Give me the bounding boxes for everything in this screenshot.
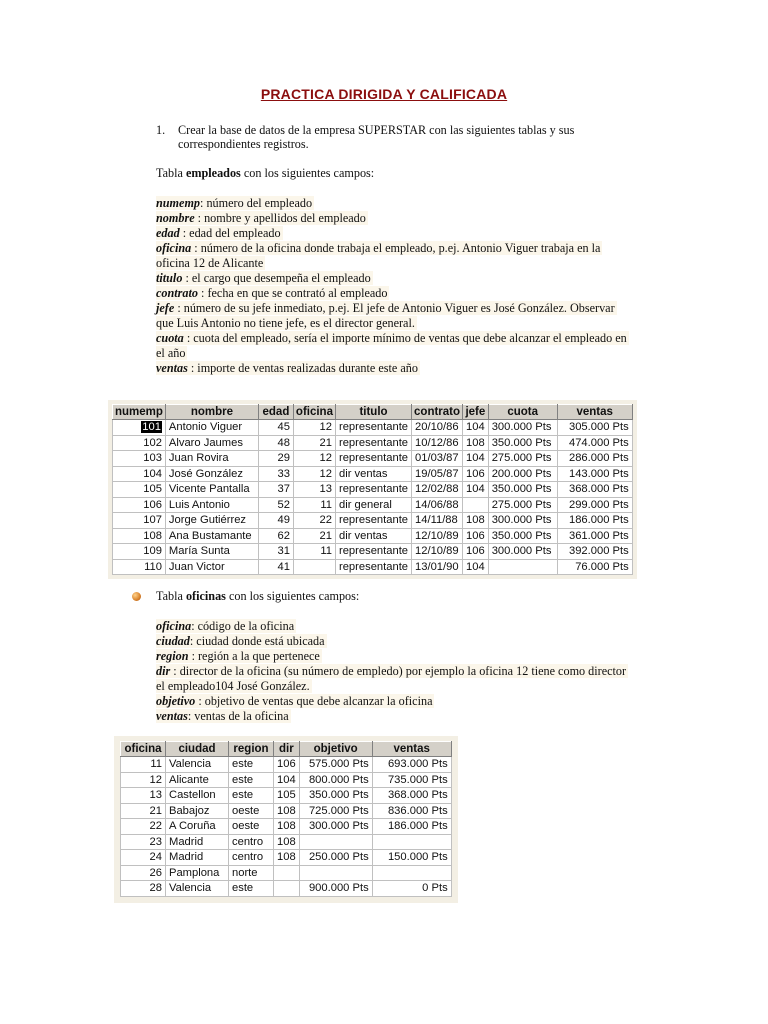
empleados-field-ventas xyxy=(156,361,629,376)
empleados-field-text: edad : edad del empleado xyxy=(156,226,281,240)
empleados-cell-jefe: 108 xyxy=(463,435,489,451)
empleados-cell-titulo: dir general xyxy=(335,497,411,513)
empleados-col-header-titulo: titulo xyxy=(335,405,411,420)
empleados-cell-edad: 62 xyxy=(258,528,293,544)
empleados-cell-numemp: 110 xyxy=(113,559,166,575)
empleados-cell-oficina: 22 xyxy=(293,513,335,529)
empleados-cell-oficina: 13 xyxy=(293,482,335,498)
empleados-cell-nombre: Juan Rovira xyxy=(165,451,258,467)
empleados-col-header-numemp: numemp xyxy=(113,405,166,420)
empleados-cell-numemp xyxy=(113,420,166,436)
empleados-row xyxy=(113,482,633,498)
empleados-cell-contrato: 10/12/86 xyxy=(412,435,463,451)
empleados-row xyxy=(113,528,633,544)
empleados-field-oficina xyxy=(156,241,629,256)
oficinas-cell-region: oeste xyxy=(229,803,274,819)
empleados-field-list xyxy=(156,196,629,376)
empleados-cell-nombre: María Sunta xyxy=(165,544,258,560)
oficinas-field-name: dir xyxy=(156,664,171,678)
empleados-col-header-ventas: ventas xyxy=(557,405,632,420)
oficinas-field-region xyxy=(156,649,628,664)
oficinas-cell-ciudad: Alicante xyxy=(166,772,229,788)
oficinas-cell-ventas: 368.000 Pts xyxy=(372,788,451,804)
empleados-cell-numemp: 104 xyxy=(113,466,166,482)
empleados-table-frame xyxy=(108,400,637,579)
empleados-cell-nombre: José González xyxy=(165,466,258,482)
empleados-cell-nombre: Alvaro Jaumes xyxy=(165,435,258,451)
oficinas-cell-dir: 108 xyxy=(274,834,300,850)
bullet-icon xyxy=(132,592,141,601)
oficinas-col-header-ciudad: ciudad xyxy=(166,742,229,757)
empleados-cell-contrato: 14/11/88 xyxy=(412,513,463,529)
oficinas-cell-oficina: 21 xyxy=(121,803,166,819)
empleados-row xyxy=(113,466,633,482)
empleados-table xyxy=(112,404,633,575)
empleados-cell-nombre: Luis Antonio xyxy=(165,497,258,513)
empleados-cell-oficina: 21 xyxy=(293,528,335,544)
oficinas-cell-ventas: 836.000 Pts xyxy=(372,803,451,819)
empleados-field-continuation xyxy=(156,346,629,361)
oficinas-cell-region: norte xyxy=(229,865,274,881)
oficinas-row xyxy=(121,803,452,819)
oficinas-cell-objetivo: 800.000 Pts xyxy=(299,772,372,788)
empleados-cell-contrato: 12/10/89 xyxy=(412,528,463,544)
empleados-cell-edad: 29 xyxy=(258,451,293,467)
empleados-field-text: oficina 12 de Alicante xyxy=(156,256,264,270)
empleados-cell-numemp: 103 xyxy=(113,451,166,467)
oficinas-row xyxy=(121,834,452,850)
oficinas-cell-ventas: 735.000 Pts xyxy=(372,772,451,788)
empleados-cell-jefe: 106 xyxy=(463,544,489,560)
empleados-cell-oficina: 12 xyxy=(293,466,335,482)
empleados-cell-ventas: 143.000 Pts xyxy=(557,466,632,482)
empleados-field-text: contrato : fecha en que se contrató al empleado xyxy=(156,286,388,300)
oficinas-row xyxy=(121,772,452,788)
oficinas-cell-oficina: 22 xyxy=(121,819,166,835)
oficinas-cell-ventas: 186.000 Pts xyxy=(372,819,451,835)
oficinas-cell-objetivo: 350.000 Pts xyxy=(299,788,372,804)
oficinas-cell-dir: 104 xyxy=(274,772,300,788)
oficinas-table xyxy=(120,741,452,897)
oficinas-col-header-objetivo: objetivo xyxy=(299,742,372,757)
empleados-cell-ventas: 305.000 Pts xyxy=(557,420,632,436)
empleados-cell-jefe: 106 xyxy=(463,528,489,544)
oficinas-cell-region: este xyxy=(229,881,274,897)
empleados-cell-contrato: 01/03/87 xyxy=(412,451,463,467)
empleados-cell-edad: 49 xyxy=(258,513,293,529)
oficinas-field-name: ciudad xyxy=(156,634,190,648)
oficinas-cell-dir xyxy=(274,865,300,881)
oficinas-field-objetivo xyxy=(156,694,628,709)
empleados-field-text: que Luis Antonio no tiene jefe, es el director general. xyxy=(156,316,415,330)
empleados-field-text: titulo : el cargo que desempeña el empleado xyxy=(156,271,371,285)
oficinas-cell-oficina: 23 xyxy=(121,834,166,850)
empleados-cell-edad: 41 xyxy=(258,559,293,575)
empleados-cell-ventas: 286.000 Pts xyxy=(557,451,632,467)
empleados-field-name: contrato xyxy=(156,286,198,300)
oficinas-field-name: ventas xyxy=(156,709,188,723)
empleados-field-text: jefe : número de su jefe inmediato, p.ej. El jefe de Antonio Viguer es José González. Observar xyxy=(156,301,615,315)
oficinas-field-text: el empleado104 José González. xyxy=(156,679,310,693)
empleados-cell-titulo: representante xyxy=(335,513,411,529)
empleados-cell-edad: 48 xyxy=(258,435,293,451)
oficinas-cell-objetivo: 900.000 Pts xyxy=(299,881,372,897)
oficinas-col-header-oficina: oficina xyxy=(121,742,166,757)
empleados-cell-ventas: 368.000 Pts xyxy=(557,482,632,498)
oficinas-cell-region: centro xyxy=(229,850,274,866)
empleados-cell-nombre: Jorge Gutiérrez xyxy=(165,513,258,529)
oficinas-cell-region: centro xyxy=(229,834,274,850)
empleados-cell-edad: 37 xyxy=(258,482,293,498)
oficinas-field-text: oficina: código de la oficina xyxy=(156,619,295,633)
empleados-row xyxy=(113,451,633,467)
empleados-cell-cuota xyxy=(488,559,557,575)
oficinas-field-name: objetivo xyxy=(156,694,196,708)
empleados-cell-titulo: representante xyxy=(335,435,411,451)
empleados-col-header-oficina: oficina xyxy=(293,405,335,420)
empleados-cell-contrato: 14/06/88 xyxy=(412,497,463,513)
oficinas-cell-ciudad: Babajoz xyxy=(166,803,229,819)
empleados-cell-cuota: 275.000 Pts xyxy=(488,497,557,513)
oficinas-cell-objetivo xyxy=(299,834,372,850)
empleados-cell-jefe: 104 xyxy=(463,482,489,498)
oficinas-field-continuation xyxy=(156,679,628,694)
empleados-field-text: cuota : cuota del empleado, sería el importe mínimo de ventas que debe alcanzar el empleado en xyxy=(156,331,627,345)
empleados-cell-cuota: 200.000 Pts xyxy=(488,466,557,482)
empleados-cell-nombre: Vicente Pantalla xyxy=(165,482,258,498)
oficinas-row xyxy=(121,819,452,835)
empleados-cell-oficina: 11 xyxy=(293,544,335,560)
empleados-intro: Tabla empleados con los siguientes campos: xyxy=(156,166,375,180)
empleados-cell-numemp: 102 xyxy=(113,435,166,451)
oficinas-cell-dir: 106 xyxy=(274,757,300,773)
oficinas-cell-objetivo xyxy=(299,865,372,881)
empleados-cell-jefe: 104 xyxy=(463,559,489,575)
empleados-cell-titulo: representante xyxy=(335,559,411,575)
oficinas-row xyxy=(121,881,452,897)
empleados-row xyxy=(113,513,633,529)
empleados-cell-numemp: 109 xyxy=(113,544,166,560)
empleados-row xyxy=(113,544,633,560)
empleados-field-contrato xyxy=(156,286,629,301)
oficinas-cell-oficina: 24 xyxy=(121,850,166,866)
oficinas-cell-objetivo: 575.000 Pts xyxy=(299,757,372,773)
oficinas-cell-oficina: 28 xyxy=(121,881,166,897)
oficinas-field-ciudad xyxy=(156,634,628,649)
empleados-cell-cuota: 300.000 Pts xyxy=(488,513,557,529)
oficinas-cell-dir: 108 xyxy=(274,850,300,866)
empleados-cell-nombre: Juan Victor xyxy=(165,559,258,575)
oficinas-field-ventas xyxy=(156,709,628,724)
oficinas-intro: Tabla oficinas con los siguientes campos: xyxy=(156,589,360,603)
oficinas-cell-oficina: 26 xyxy=(121,865,166,881)
empleados-cell-ventas: 299.000 Pts xyxy=(557,497,632,513)
empleados-cell-jefe: 104 xyxy=(463,420,489,436)
empleados-cell-cuota: 275.000 Pts xyxy=(488,451,557,467)
empleados-cell-titulo: representante xyxy=(335,420,411,436)
page-title: PRACTICA DIRIGIDA Y CALIFICADA xyxy=(260,86,508,102)
empleados-field-name: jefe xyxy=(156,301,175,315)
oficinas-col-header-dir: dir xyxy=(274,742,300,757)
empleados-field-numemp xyxy=(156,196,629,211)
empleados-cell-oficina: 21 xyxy=(293,435,335,451)
empleados-cell-numemp: 108 xyxy=(113,528,166,544)
empleados-cell-ventas: 392.000 Pts xyxy=(557,544,632,560)
empleados-cell-titulo: representante xyxy=(335,482,411,498)
oficinas-cell-region: este xyxy=(229,772,274,788)
empleados-field-text: nombre : nombre y apellidos del empleado xyxy=(156,211,366,225)
oficinas-row xyxy=(121,788,452,804)
oficinas-cell-ciudad: Castellon xyxy=(166,788,229,804)
oficinas-cell-ventas xyxy=(372,865,451,881)
empleados-field-cuota xyxy=(156,331,629,346)
empleados-field-edad xyxy=(156,226,629,241)
empleados-field-name: titulo xyxy=(156,271,183,285)
oficinas-cell-oficina: 12 xyxy=(121,772,166,788)
empleados-row xyxy=(113,559,633,575)
empleados-cell-numemp: 105 xyxy=(113,482,166,498)
oficinas-cell-objetivo: 725.000 Pts xyxy=(299,803,372,819)
oficinas-field-name: region xyxy=(156,649,189,663)
oficinas-cell-ciudad: Pamplona xyxy=(166,865,229,881)
empleados-field-text: el año xyxy=(156,346,186,360)
empleados-cell-jefe: 104 xyxy=(463,451,489,467)
empleados-field-text: numemp: número del empleado xyxy=(156,196,313,210)
empleados-cell-edad: 33 xyxy=(258,466,293,482)
empleados-field-name: edad xyxy=(156,226,180,240)
oficinas-field-text: dir : director de la oficina (su número de empledo) por ejemplo la oficina 12 tiene como director xyxy=(156,664,627,678)
empleados-field-name: cuota xyxy=(156,331,184,345)
oficinas-field-text: ventas: ventas de la oficina xyxy=(156,709,289,723)
empleados-cell-cuota: 350.000 Pts xyxy=(488,482,557,498)
oficinas-row xyxy=(121,865,452,881)
empleados-field-continuation xyxy=(156,256,629,271)
empleados-field-nombre xyxy=(156,211,629,226)
oficinas-table-frame xyxy=(114,736,458,903)
oficinas-cell-dir: 105 xyxy=(274,788,300,804)
empleados-cell-contrato: 20/10/86 xyxy=(412,420,463,436)
empleados-cell-cuota: 350.000 Pts xyxy=(488,435,557,451)
oficinas-cell-region: este xyxy=(229,788,274,804)
empleados-field-name: nombre xyxy=(156,211,195,225)
empleados-cell-oficina: 12 xyxy=(293,420,335,436)
empleados-cell-edad: 52 xyxy=(258,497,293,513)
oficinas-field-list xyxy=(156,619,628,724)
empleados-cell-contrato: 13/01/90 xyxy=(412,559,463,575)
oficinas-cell-objetivo: 250.000 Pts xyxy=(299,850,372,866)
oficinas-field-text: region : región a la que pertenece xyxy=(156,649,320,663)
empleados-cell-cuota: 300.000 Pts xyxy=(488,544,557,560)
item-text-line1: Crear la base de datos de la empresa SUPERSTAR con las siguientes tablas y sus xyxy=(178,123,575,137)
oficinas-cell-ventas: 693.000 Pts xyxy=(372,757,451,773)
oficinas-col-header-region: region xyxy=(229,742,274,757)
oficinas-field-name: oficina xyxy=(156,619,192,633)
empleados-field-jefe xyxy=(156,301,629,316)
empleados-cell-ventas: 76.000 Pts xyxy=(557,559,632,575)
item-number: 1. xyxy=(156,123,166,137)
empleados-col-header-contrato: contrato xyxy=(412,405,463,420)
oficinas-cell-dir: 108 xyxy=(274,819,300,835)
empleados-field-name: numemp xyxy=(156,196,201,210)
empleados-col-header-cuota: cuota xyxy=(488,405,557,420)
empleados-col-header-jefe: jefe xyxy=(463,405,489,420)
empleados-cell-contrato: 19/05/87 xyxy=(412,466,463,482)
empleados-cell-titulo: dir ventas xyxy=(335,466,411,482)
oficinas-cell-ventas xyxy=(372,834,451,850)
oficinas-row xyxy=(121,757,452,773)
empleados-cell-nombre: Antonio Viguer xyxy=(165,420,258,436)
empleados-cell-numemp: 106 xyxy=(113,497,166,513)
oficinas-cell-ventas: 150.000 Pts xyxy=(372,850,451,866)
oficinas-cell-region: este xyxy=(229,757,274,773)
empleados-cell-cuota: 350.000 Pts xyxy=(488,528,557,544)
empleados-cell-ventas: 186.000 Pts xyxy=(557,513,632,529)
oficinas-cell-oficina: 11 xyxy=(121,757,166,773)
oficinas-cell-ciudad: A Coruña xyxy=(166,819,229,835)
empleados-field-titulo xyxy=(156,271,629,286)
empleados-cell-contrato: 12/02/88 xyxy=(412,482,463,498)
empleados-row xyxy=(113,497,633,513)
oficinas-cell-oficina: 13 xyxy=(121,788,166,804)
oficinas-cell-ventas: 0 Pts xyxy=(372,881,451,897)
oficinas-row xyxy=(121,850,452,866)
empleados-selected-cell-text: 101 xyxy=(142,421,161,434)
oficinas-cell-objetivo: 300.000 Pts xyxy=(299,819,372,835)
oficinas-cell-dir xyxy=(274,881,300,897)
oficinas-cell-ciudad: Madrid xyxy=(166,850,229,866)
empleados-cell-oficina: 12 xyxy=(293,451,335,467)
empleados-field-continuation xyxy=(156,316,629,331)
oficinas-cell-ciudad: Valencia xyxy=(166,757,229,773)
empleados-cell-jefe: 108 xyxy=(463,513,489,529)
empleados-row xyxy=(113,420,633,436)
oficinas-field-dir xyxy=(156,664,628,679)
oficinas-cell-ciudad: Valencia xyxy=(166,881,229,897)
empleados-cell-numemp: 107 xyxy=(113,513,166,529)
empleados-cell-contrato: 12/10/89 xyxy=(412,544,463,560)
empleados-cell-ventas: 474.000 Pts xyxy=(557,435,632,451)
empleados-field-name: oficina xyxy=(156,241,192,255)
empleados-cell-nombre: Ana Bustamante xyxy=(165,528,258,544)
empleados-cell-cuota: 300.000 Pts xyxy=(488,420,557,436)
empleados-cell-oficina xyxy=(293,559,335,575)
oficinas-cell-ciudad: Madrid xyxy=(166,834,229,850)
empleados-cell-jefe xyxy=(463,497,489,513)
empleados-row xyxy=(113,435,633,451)
oficinas-field-oficina xyxy=(156,619,628,634)
empleados-field-name: ventas xyxy=(156,361,188,375)
empleados-field-text: oficina : número de la oficina donde trabaja el empleado, p.ej. Antonio Viguer trabaja en la xyxy=(156,241,601,255)
empleados-cell-jefe: 106 xyxy=(463,466,489,482)
empleados-col-header-nombre: nombre xyxy=(165,405,258,420)
oficinas-cell-region: oeste xyxy=(229,819,274,835)
empleados-field-text: ventas : importe de ventas realizadas durante este año xyxy=(156,361,418,375)
empleados-cell-edad: 31 xyxy=(258,544,293,560)
empleados-cell-titulo: representante xyxy=(335,544,411,560)
empleados-cell-oficina: 11 xyxy=(293,497,335,513)
oficinas-field-text: objetivo : objetivo de ventas que debe alcanzar la oficina xyxy=(156,694,433,708)
empleados-cell-titulo: dir ventas xyxy=(335,528,411,544)
oficinas-field-text: ciudad: ciudad donde está ubicada xyxy=(156,634,325,648)
oficinas-cell-dir: 108 xyxy=(274,803,300,819)
empleados-cell-titulo: representante xyxy=(335,451,411,467)
empleados-col-header-edad: edad xyxy=(258,405,293,420)
item-text-line2: correspondientes registros. xyxy=(178,137,309,151)
oficinas-col-header-ventas: ventas xyxy=(372,742,451,757)
empleados-cell-edad: 45 xyxy=(258,420,293,436)
empleados-cell-ventas: 361.000 Pts xyxy=(557,528,632,544)
